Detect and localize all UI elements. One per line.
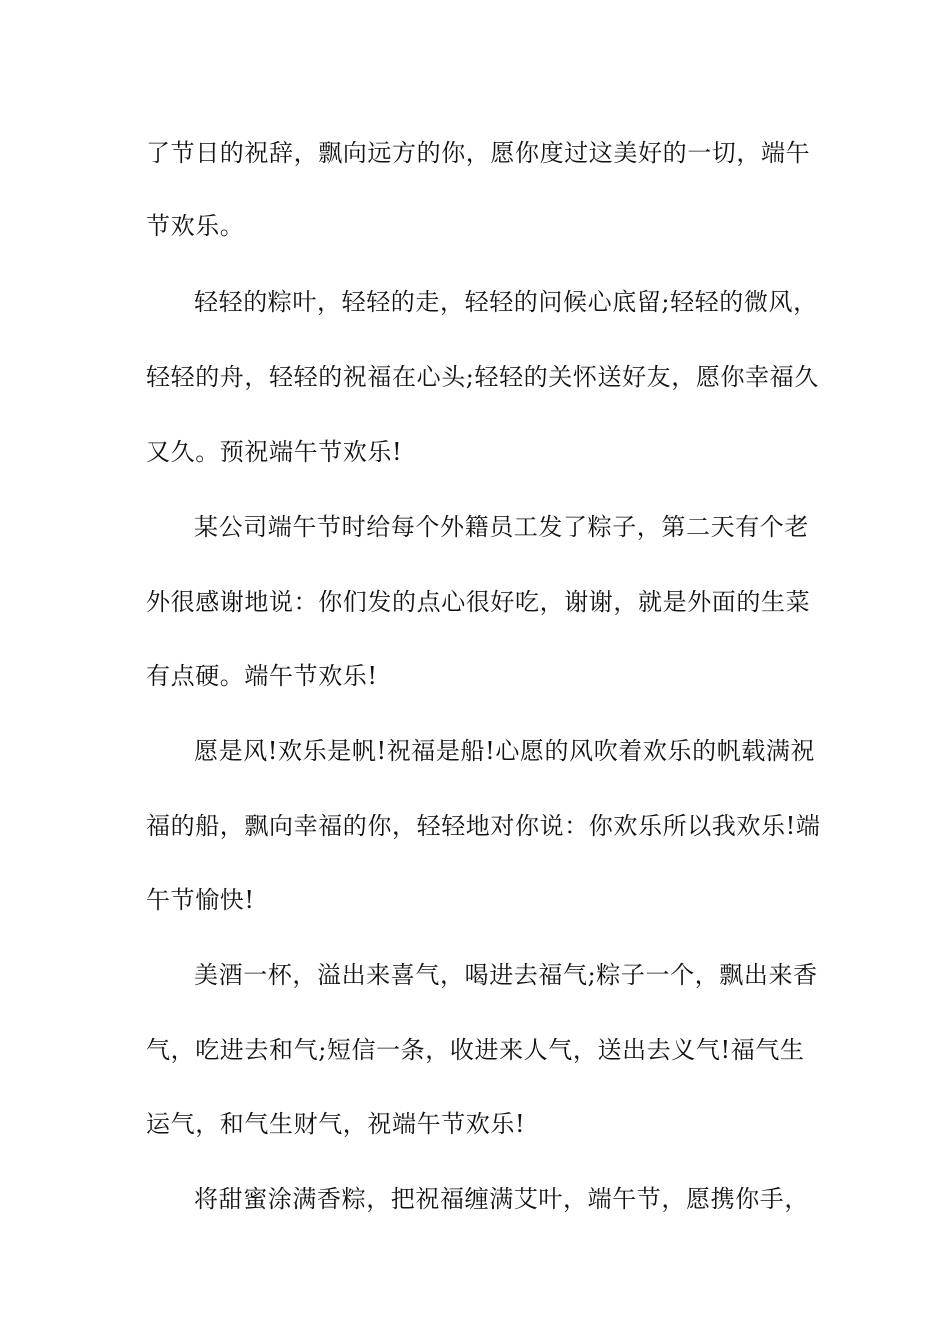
- paragraph-line: 某公司端午节时给每个外籍员工发了粽子，第二天有个老: [194, 513, 809, 541]
- paragraph-line: 午节愉快!: [146, 886, 255, 914]
- paragraph-line: 节欢乐。: [146, 212, 245, 240]
- paragraph-line: 又久。预祝端午节欢乐!: [146, 438, 403, 466]
- paragraph-line: 气，吃进去和气;短信一条，收进来人气，送出去义气!福气生: [146, 1036, 805, 1064]
- paragraph-line: 愿是风!欢乐是帆!祝福是船!心愿的风吹着欢乐的帆载满祝: [194, 737, 816, 765]
- paragraph-line: 轻轻的粽叶，轻轻的走，轻轻的问候心底留;轻轻的微风，: [194, 288, 818, 316]
- paragraph-line: 福的船，飘向幸福的你，轻轻地对你说：你欢乐所以我欢乐!端: [146, 812, 821, 840]
- paragraph-line: 有点硬。端午节欢乐!: [146, 662, 378, 690]
- paragraph-line: 运气，和气生财气，祝端午节欢乐!: [146, 1110, 526, 1138]
- paragraph-line: 将甜蜜涂满香粽，把祝福缠满艾叶，端午节，愿携你手，: [194, 1185, 809, 1213]
- paragraph-line: 美酒一杯，溢出来喜气，喝进去福气;粽子一个，飘出来香: [194, 961, 818, 989]
- paragraph-line: 了节日的祝辞，飘向远方的你，愿你度过这美好的一切，端午: [146, 139, 811, 167]
- paragraph-line: 轻轻的舟，轻轻的祝福在心头;轻轻的关怀送好友，愿你幸福久: [146, 363, 819, 391]
- paragraph-line: 外很感谢地说：你们发的点心很好吃，谢谢，就是外面的生菜: [146, 588, 811, 616]
